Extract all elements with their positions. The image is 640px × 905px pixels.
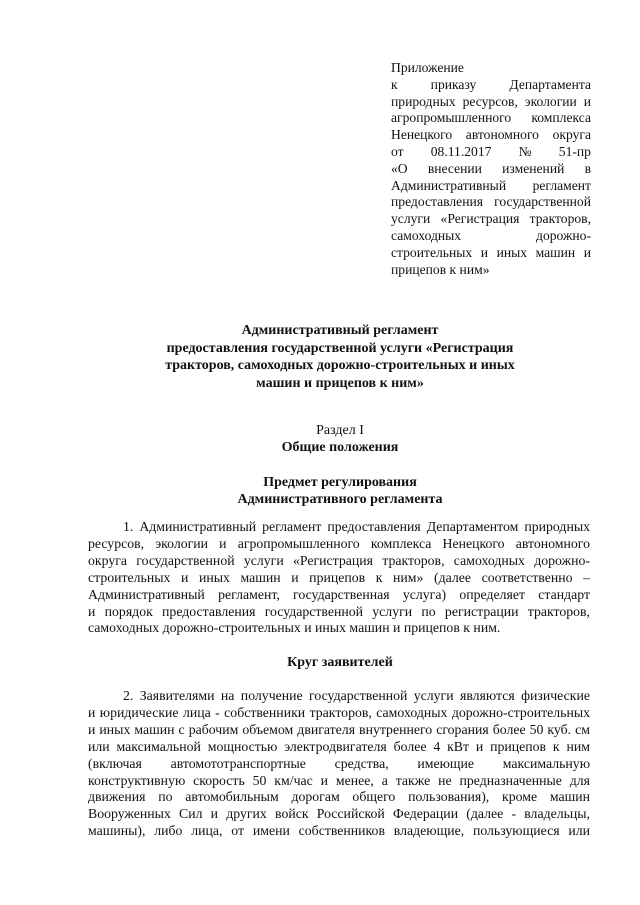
section-label: Раздел I xyxy=(316,423,364,438)
appendix-line: к приказу Департамента xyxy=(391,76,591,92)
applicants-heading: Круг заявителей xyxy=(287,655,393,670)
paragraph-line: 2. Заявителями на получение государственной услуги являются физические xyxy=(123,688,590,703)
section-heading: Общие положения xyxy=(281,440,399,455)
paragraph-line: и порядок предоставления государственной услуги по регистрации тракторов, xyxy=(88,603,590,619)
paragraph-line: движения по автомобильным дорогам общего пользования), кроме машин xyxy=(88,789,590,805)
paragraph-line: Административный регламент, государственная услуга) определяет стандарт xyxy=(88,586,590,602)
paragraph-line: и юридические лица - собственники тракторов, самоходных дорожно-строительных xyxy=(88,704,590,720)
title-line: машин и прицепов к ним» xyxy=(256,375,424,391)
subject-heading xyxy=(190,474,490,508)
appendix-line: самоходных дорожно- xyxy=(391,227,591,243)
paragraph-line: и иных машин с рабочим объемом двигателя внутреннего сгорания более 50 куб. см xyxy=(88,721,590,737)
appendix-date-row xyxy=(391,144,591,161)
appendix-line: услуги «Регистрация тракторов, xyxy=(391,211,591,227)
appendix-line: предоставления государственной xyxy=(391,194,591,210)
number-sign: № xyxy=(518,143,532,159)
appendix-line: Ненецкого автономного округа xyxy=(391,127,591,143)
appendix-line: природных ресурсов, экологии и xyxy=(391,93,591,109)
title-line: предоставления государственной услуги «Регистрация xyxy=(166,340,514,356)
appendix-line: «О внесении изменений в xyxy=(391,160,591,176)
paragraph-line: машины), либо лица, от имени собственников владеющие, пользующиеся или xyxy=(88,823,590,839)
subject-heading-line: Административного регламента xyxy=(237,492,443,507)
appendix-line: прицепов к ним» xyxy=(391,261,490,277)
paragraph-line: округа государственной услуги «Регистрация тракторов, самоходных дорожно- xyxy=(88,552,590,568)
paragraph-line: ресурсов, экологии и агропромышленного комплекса Ненецкого автономного xyxy=(88,535,590,551)
document-title xyxy=(140,322,540,392)
appendix-line: строительных и иных машин и xyxy=(391,244,591,260)
paragraph-line: Вооруженных Сил и других войск Российской Федерации (далее - владельцы, xyxy=(88,806,590,822)
appendix-line: Приложение xyxy=(391,60,464,75)
appendix-line: агропромышленного комплекса xyxy=(391,110,591,126)
paragraph-line: самоходных дорожно-строительных и иных машин и прицепов к ним. xyxy=(88,620,501,636)
appendix-line: Административный регламент xyxy=(391,177,591,193)
paragraph-line: строительных и иных машин и прицепов к ним» (далее соответственно – xyxy=(88,569,590,585)
order-number: 51-пр xyxy=(558,143,591,159)
paragraph-1 xyxy=(88,519,590,637)
paragraph-line: конструктивную скорость 50 км/час и менее, а также не предназначенные для xyxy=(88,772,590,788)
subject-heading-line: Предмет регулирования xyxy=(263,475,417,490)
paragraph-2 xyxy=(88,688,590,840)
title-line: тракторов, самоходных дорожно-строительных и иных xyxy=(165,358,515,373)
appendix-block xyxy=(391,60,591,278)
title-line: Административный регламент xyxy=(241,323,439,338)
paragraph-line: (включая автомототранспортные средства, имеющие максимальную xyxy=(88,755,590,771)
paragraph-line: 1. Административный регламент предоставления Департаментом природных xyxy=(123,519,590,534)
date-prefix: от xyxy=(391,143,404,159)
paragraph-line: или максимальной мощностью электродвигателя более 4 кВт и прицепов к ним xyxy=(88,738,590,754)
order-date: 08.11.2017 xyxy=(430,143,492,159)
